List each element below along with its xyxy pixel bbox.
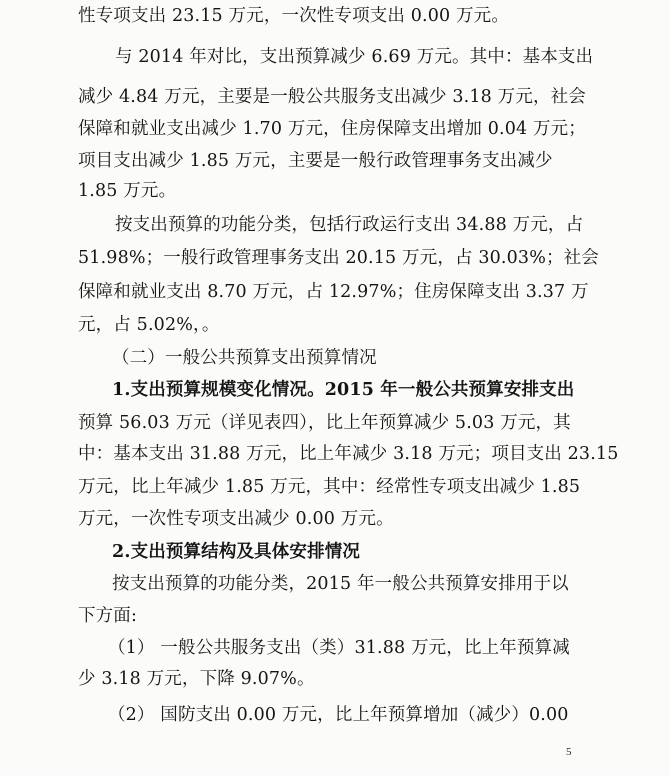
text-line: 万元，一次性专项支出减少 0.00 万元。	[78, 509, 394, 529]
text-line: 按支出预算的功能分类，2015 年一般公共预算安排用于以	[112, 574, 569, 594]
text-line	[112, 378, 574, 402]
text-line: 预算 56.03 万元（详见表四），比上年预算减少 5.03 万元，其	[78, 413, 571, 433]
text-line: 元，占 5.02%，。	[78, 315, 220, 335]
text-line: 1.85 万元。	[78, 181, 177, 201]
text-line: 性专项支出 23.15 万元，一次性专项支出 0.00 万元。	[78, 6, 509, 26]
subheading: 2.支出预算结构及具体安排情况	[112, 542, 361, 562]
text-line: 与 2014 年对比，支出预算减少 6.69 万元。其中：基本支出	[115, 47, 594, 67]
text-line: 少 3.18 万元，下降 9.07%。	[78, 669, 315, 689]
text-line: 减少 4.84 万元，主要是一般公共服务支出减少 3.18 万元，社会	[78, 87, 586, 107]
text-line: （1） 一般公共服务支出（类）31.88 万元，比上年预算减	[108, 638, 570, 658]
text-line: 保障和就业支出 8.70 万元，占 12.97%；住房保障支出 3.37 万	[78, 282, 589, 302]
text-line: 保障和就业支出减少 1.70 万元，住房保障支出增加 0.04 万元；	[78, 119, 586, 139]
page-number: 5	[566, 746, 572, 758]
subheading-inline: 1.支出预算规模变化情况。2015 年一般公共预算安排支出	[112, 380, 575, 400]
text-line: 按支出预算的功能分类，包括行政运行支出 34.88 万元，占	[115, 215, 584, 235]
text-line: 下方面:	[78, 606, 137, 626]
text-line: 51.98%；一般行政管理事务支出 20.15 万元，占 30.03%；社会	[78, 248, 599, 268]
text-line: 项目支出减少 1.85 万元，主要是一般行政管理事务支出减少	[78, 151, 553, 171]
text-line: 万元，比上年减少 1.85 万元，其中：经常性专项支出减少 1.85	[78, 477, 581, 497]
section-heading: （二）一般公共预算支出预算情况	[112, 348, 377, 368]
text-line: （2） 国防支出 0.00 万元，比上年预算增加（减少）0.00	[108, 705, 569, 725]
text-line: 中：基本支出 31.88 万元，比上年减少 3.18 万元；项目支出 23.15	[78, 444, 619, 464]
